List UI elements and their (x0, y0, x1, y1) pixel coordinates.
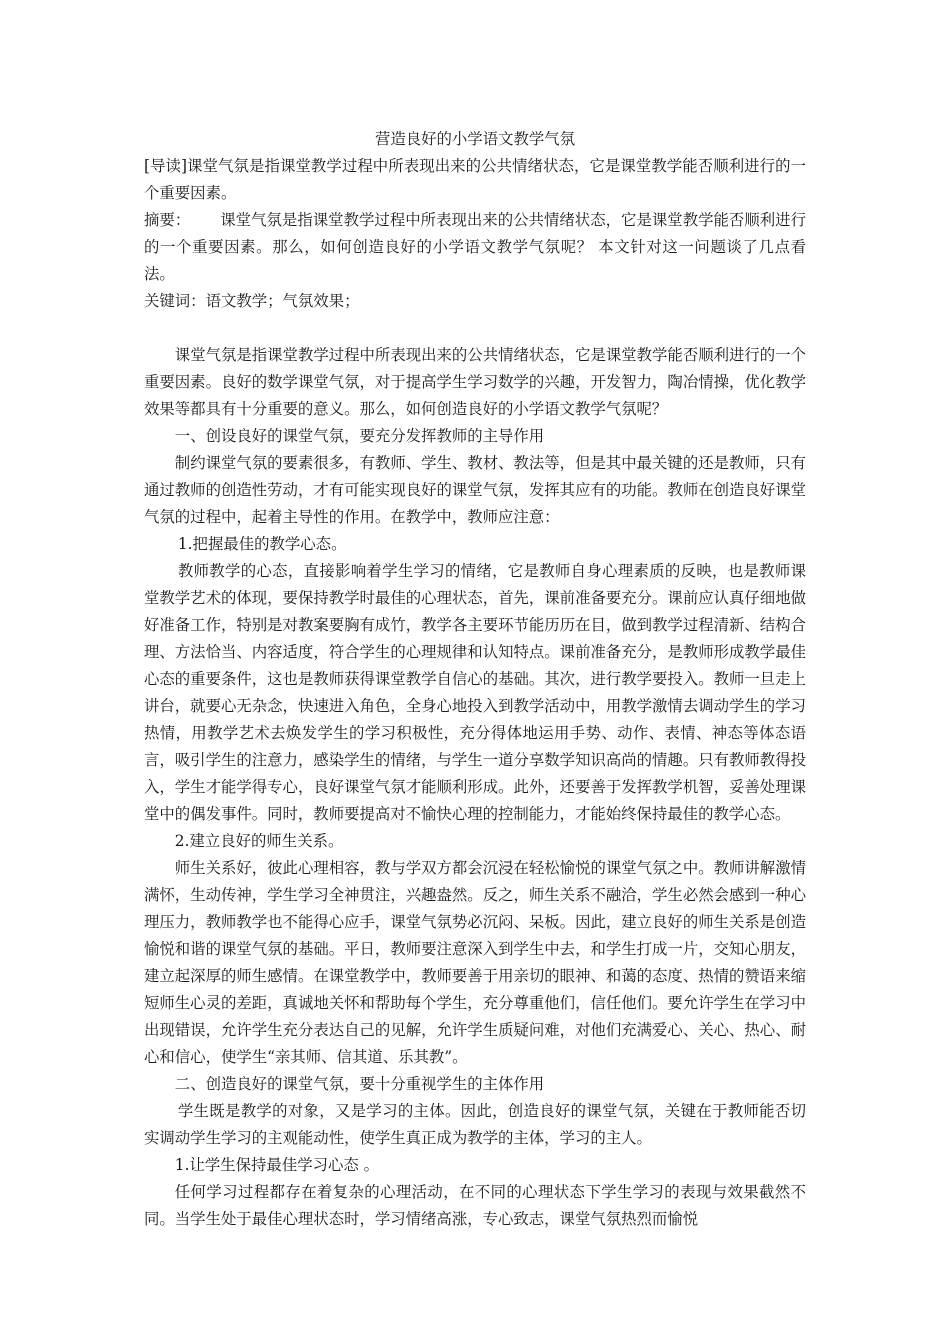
section1-paragraph: 制约课堂气氛的要素很多，有教师、学生、教材、教法等，但是其中最关键的还是教师，只有通过教师的创造性劳动，才有可能实现良好的课堂气氛，发挥其应有的功能。教师在创造良好课堂气氛的过程中，起着主导性的作用。在教学中，教师应注意： (144, 454, 806, 526)
item3-heading: 1.让学生保持最佳学习心态 。 (174, 1156, 380, 1174)
section1-heading: 一、创设良好的课堂气氛，要充分发挥教师的主导作用 (174, 427, 545, 445)
lead-paragraph: [导读]课堂气氛是指课堂教学过程中所表现出来的公共情绪状态，它是课堂教学能否顺利进行的一个重要因素。 (144, 157, 806, 202)
section2-paragraph: 学生既是教学的对象，又是学习的主体。因此，创造良好的课堂气氛，关键在于教师能否切实调动学生学习的主观能动性，使学生真正成为教学的主体，学习的主人。 (144, 1102, 806, 1147)
blank-line (144, 315, 806, 342)
abstract-label: 摘要： (144, 211, 191, 229)
abstract-text: 课堂气氛是指课堂教学过程中所表现出来的公共情绪状态，它是课堂教学能否顺利进行的一个重要因素。那么，如何创造良好的小学语文教学气氛呢？ 本文针对这一问题谈了几点看法。 (144, 211, 806, 283)
item2-heading: 2.建立良好的师生关系。 (174, 832, 344, 850)
section2-heading: 二、创造良好的课堂气氛，要十分重视学生的主体作用 (174, 1075, 545, 1093)
item3-paragraph: 任何学习过程都存在着复杂的心理活动，在不同的心理状态下学生学习的表现与效果截然不同。当学生处于最佳心理状态时，学习情绪高涨，专心致志，课堂气氛热烈而愉悦 (144, 1183, 806, 1228)
document-page (144, 126, 806, 1233)
document-title: 营造良好的小学语文教学气氛 (374, 130, 576, 148)
abstract-paragraph (144, 207, 806, 288)
item2-paragraph: 师生关系好，彼此心理相容，教与学双方都会沉浸在轻松愉悦的课堂气氛之中。教师讲解激情满怀，生动传神，学生学习全神贯注，兴趣盎然。反之，师生关系不融洽，学生必然会感到一种心理压力，教师教学也不能得心应手，课堂气氛势必沉闷、呆板。因此，建立良好的师生关系是创造愉悦和谐的课堂气氛的基础。平日，教师要注意深入到学生中去，和学生打成一片，交知心朋友，建立起深厚的师生感情。在课堂教学中，教师要善于用亲切的眼神、和蔼的态度、热情的赞语来缩短师生心灵的差距，真诚地关怀和帮助每个学生，充分尊重他们，信任他们。要允许学生在学习中出现错误，允许学生充分表达自己的见解，允许学生质疑问难，对他们充满爱心、关心、热心、耐心和信心，使学生“亲其师、信其道、乐其教”。 (144, 859, 806, 1066)
item1-paragraph: 教师教学的心态，直接影响着学生学习的情绪，它是教师自身心理素质的反映，也是教师课堂教学艺术的体现，要保持教学时最佳的心理状态，首先，课前准备要充分。课前应认真仔细地做好准备工作，特别是对教案要胸有成竹，教学各主要环节能历历在目，做到教学过程清新、结构合理、方法恰当、内容适度，符合学生的心理规律和认知特点。课前准备充分，是教师形成教学最佳心态的重要条件，这也是教师获得课堂教学自信心的基础。其次，进行教学要投入。教师一旦走上讲台，就要心无杂念，快速进入角色，全身心地投入到教学活动中，用教学激情去调动学生的学习热情，用教学艺术去焕发学生的学习积极性，充分得体地运用手势、动作、表情、神态等体态语言，吸引学生的注意力，感染学生的情绪，与学生一道分享数学知识高尚的情趣。只有教师教得投入，学生才能学得专心，良好课堂气氛才能顺利形成。此外，还要善于发挥教学机智，妥善处理课堂中的偶发事件。同时，教师要提高对不愉快心理的控制能力，才能始终保持最佳的教学心态。 (144, 562, 806, 823)
keywords-line: 关键词：语文教学；气氛效果； (144, 292, 360, 310)
item1-heading: 1.把握最佳的教学心态。 (177, 535, 347, 553)
intro-paragraph: 课堂气氛是指课堂教学过程中所表现出来的公共情绪状态，它是课堂教学能否顺利进行的一个重要因素。良好的数学课堂气氛，对于提高学生学习数学的兴趣，开发智力，陶冶情操，优化教学效果等都具有十分重要的意义。那么，如何创造良好的小学语文教学气氛呢？ (144, 346, 806, 418)
